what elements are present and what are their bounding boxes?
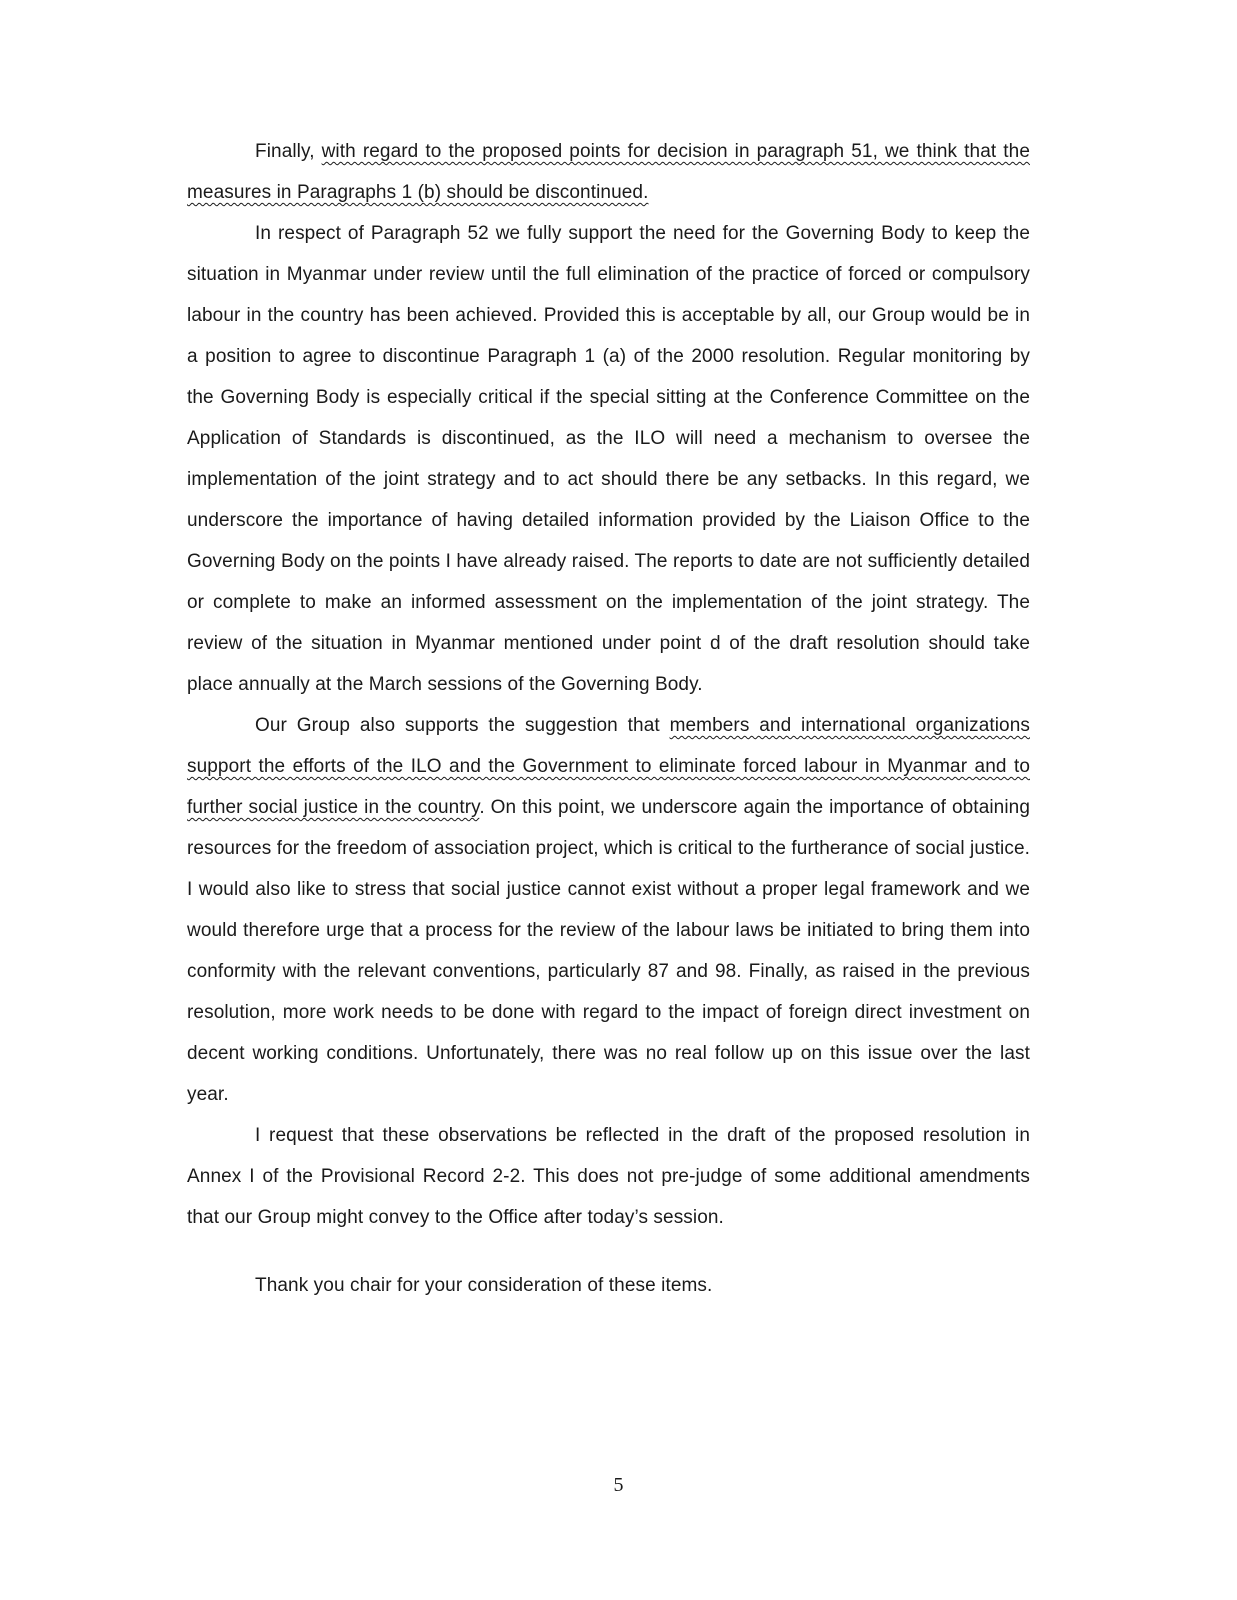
paragraph-review-myanmar bbox=[187, 213, 1030, 705]
paragraph-text: In respect of Paragraph 52 we fully support the need for the Governing Body to keep the situation in Myanmar under review until the full elimination of the practice of forced or compulsory labour in the country has been achieved. Provided this is acceptable by all, our Group would be in a position to agree to discontinue Paragraph 1 (a) of the 2000 resolution. Regular monitoring by the Governing Body is especially critical if the special sitting at the Conference Committee on the Application of Standards is discontinued, as the ILO will need a mechanism to oversee the implementation of the joint strategy and to act should there be any setbacks. In this regard, we underscore the importance of having detailed information provided by the Liaison Office to the Governing Body on the points I have already raised. The reports to date are not sufficiently detailed or complete to make an informed assessment on the implementation of the joint strategy. The review of the situation in Myanmar mentioned under point d of the draft resolution should take place annually at the March sessions of the Governing Body. bbox=[187, 223, 1030, 695]
paragraph-request bbox=[187, 1115, 1030, 1238]
paragraph-group-support bbox=[187, 705, 1030, 1115]
paragraph-text: Thank you chair for your consideration of these items. bbox=[255, 1275, 713, 1296]
page-number: 5 bbox=[613, 1474, 624, 1496]
underlined-text: with regard to the proposed points for decision in paragraph 51, we think that the measures in Paragraphs 1 (b) should be discontinued. bbox=[187, 141, 1030, 203]
paragraph-decision-points bbox=[187, 131, 1030, 213]
paragraph-text: Finally, bbox=[255, 141, 322, 162]
paragraph-text: I request that these observations be reflected in the draft of the proposed resolution in Annex I of the Provisional Record 2-2. This does not pre-judge of some additional amendments that our Group might convey to the Office after today’s session. bbox=[187, 1125, 1030, 1228]
underlined-text: members and international organizations support the efforts of the ILO and the Government to eliminate forced labour in Myanmar and to further social justice in the country bbox=[187, 715, 1030, 818]
paragraph-text: Our Group also supports the suggestion that bbox=[255, 715, 670, 736]
document-body bbox=[187, 131, 1030, 1306]
paragraph-text: . On this point, we underscore again the importance of obtaining resources for the freedom of association project, which is critical to the furtherance of social justice. I would also like to stress that social justice cannot exist without a proper legal framework and we would therefore urge that a process for the review of the labour laws be initiated to bring them into conformity with the relevant conventions, particularly 87 and 98. Finally, as raised in the previous resolution, more work needs to be done with regard to the impact of foreign direct investment on decent working conditions. Unfortunately, there was no real follow up on this issue over the last year. bbox=[187, 797, 1030, 1105]
paragraph-closing bbox=[187, 1265, 1030, 1306]
